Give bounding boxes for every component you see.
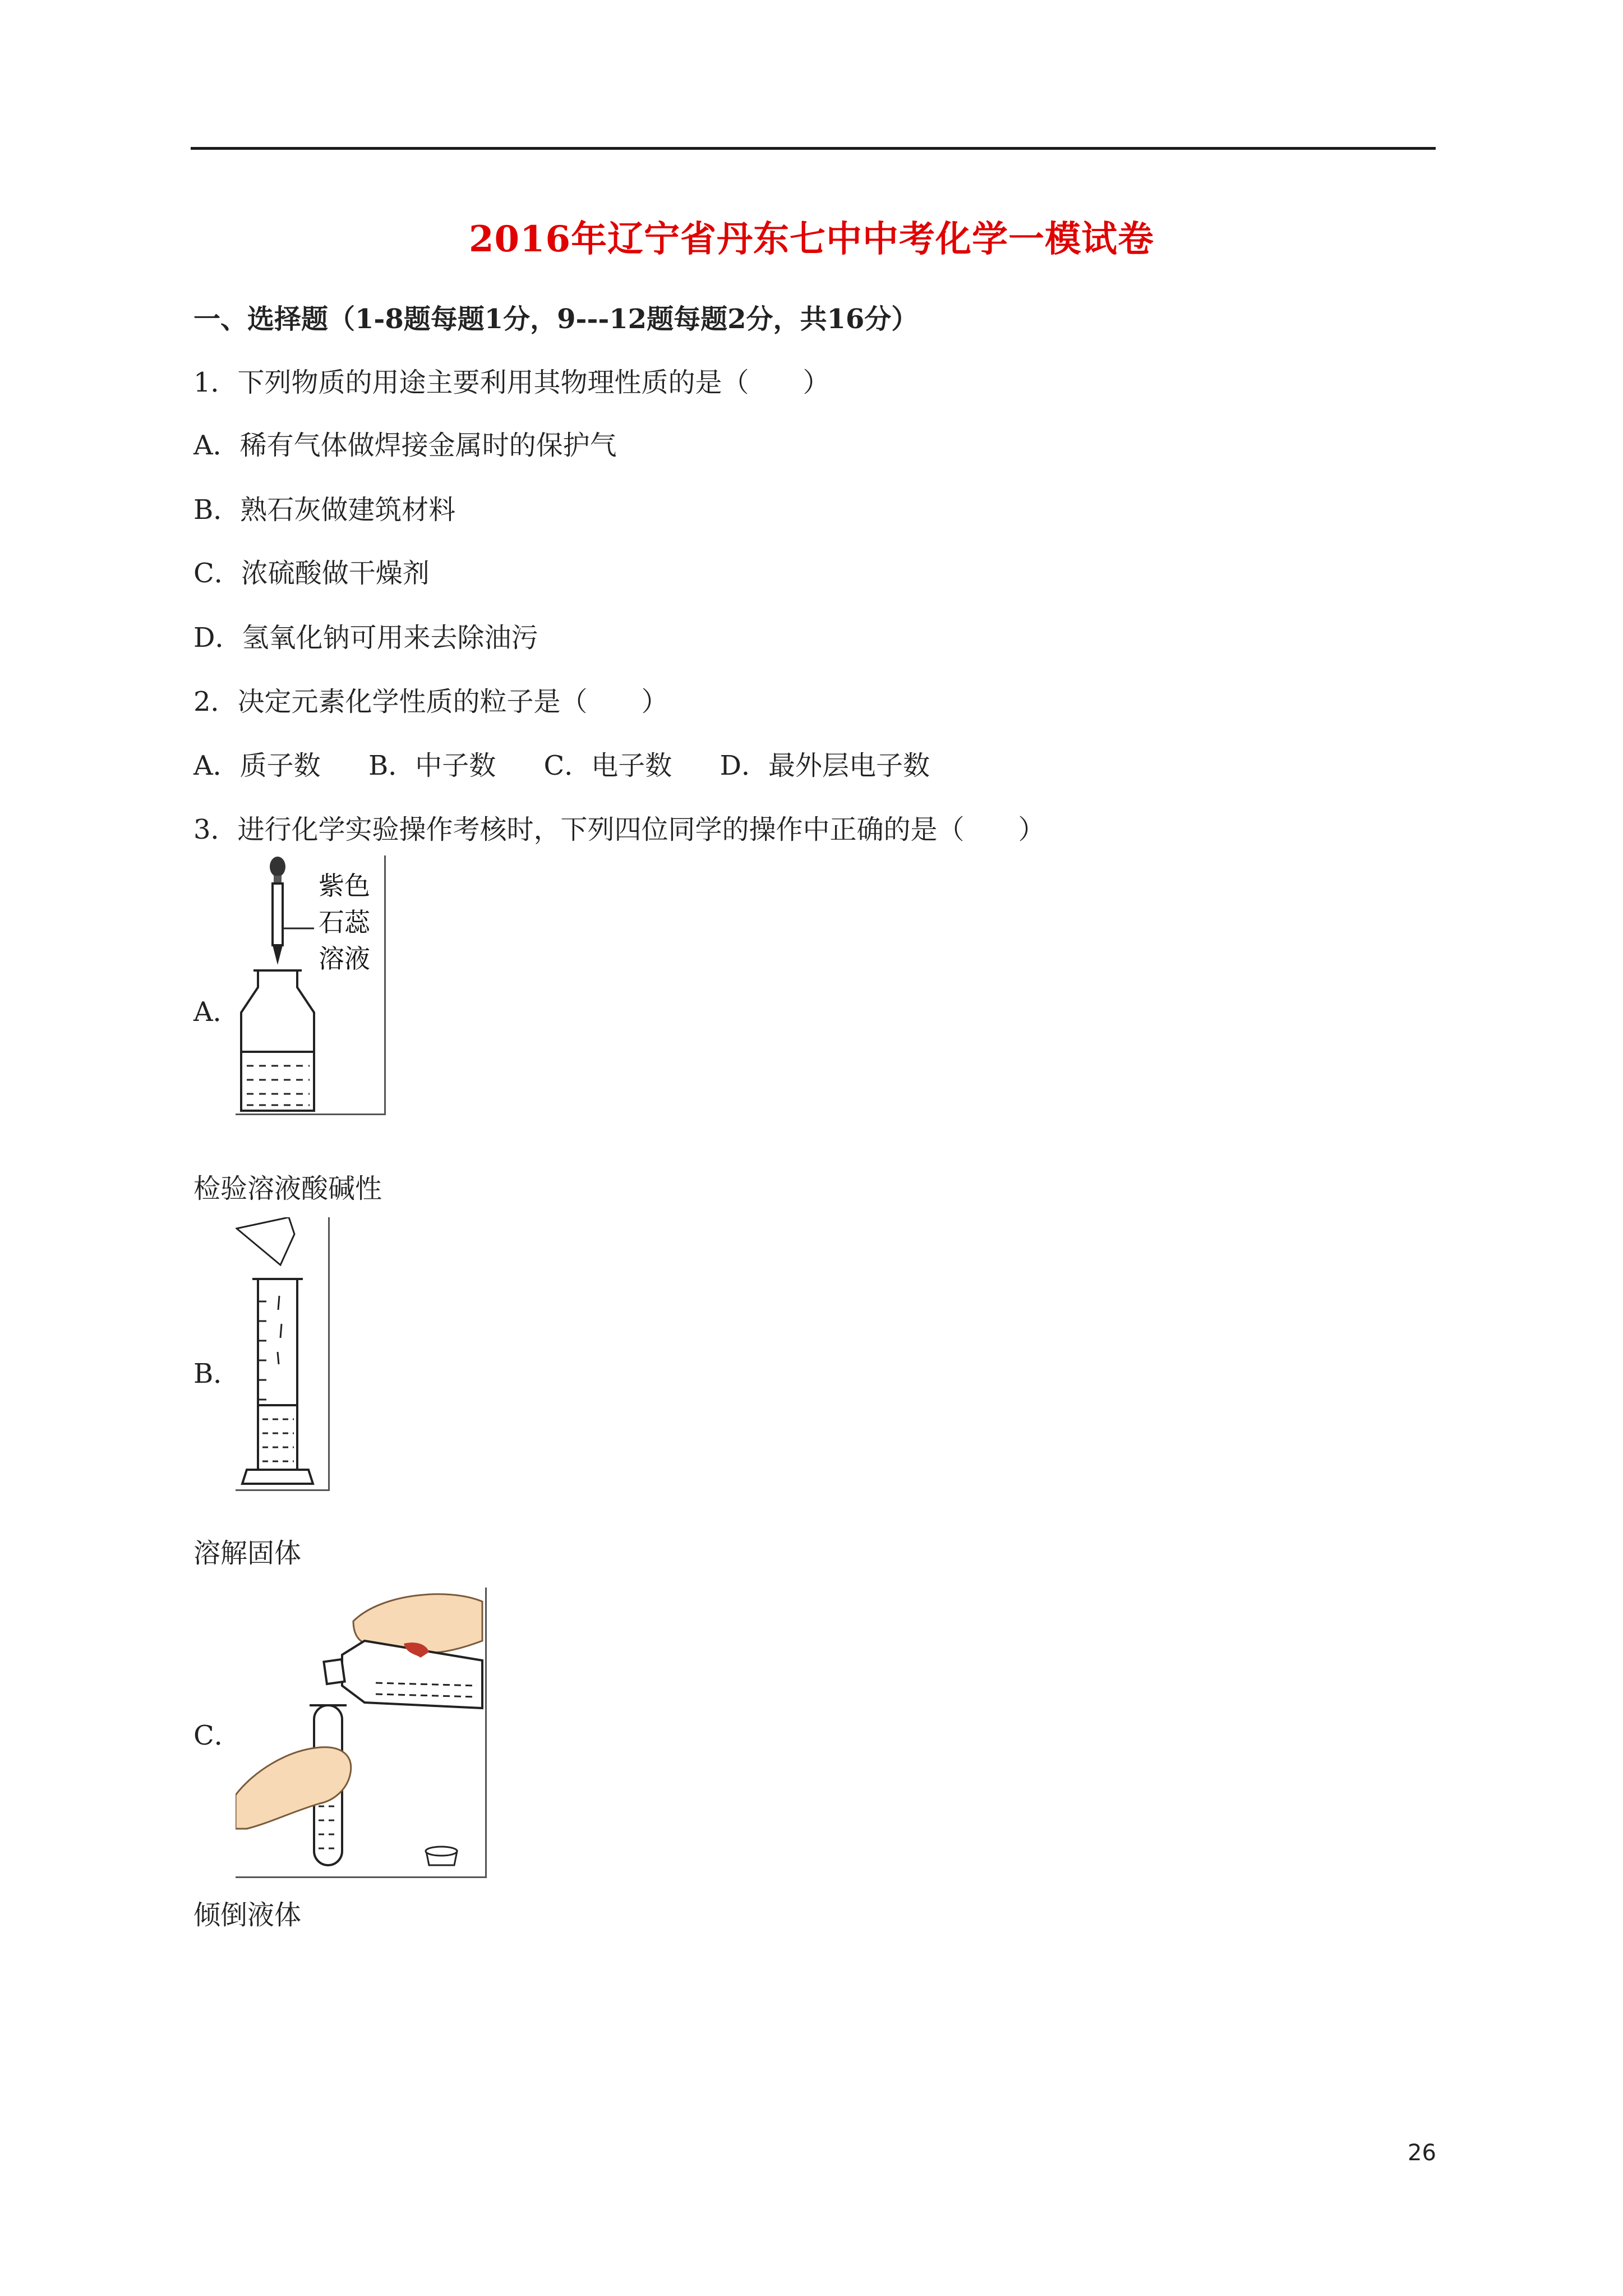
- fig-label-line2: 石蕊: [319, 907, 370, 937]
- pouring-figure: [236, 1588, 487, 1878]
- page-title: 2016年辽宁省丹东七中中考化学一模试卷: [468, 218, 1155, 260]
- dropper-bottle-illustration: [236, 855, 384, 1114]
- header-rule: [191, 147, 1436, 150]
- q1-option-b: B．熟石灰做建筑材料: [193, 494, 456, 526]
- fig-label-line1: 紫色: [319, 871, 370, 901]
- q1-option-d: D．氢氧化钠可用来去除油污: [193, 622, 538, 654]
- pouring-liquid-illustration: [236, 1588, 485, 1876]
- q2-option-d: D．最外层电子数: [720, 750, 930, 781]
- question-1-stem: 1．下列物质的用途主要利用其物理性质的是（ ）: [193, 367, 830, 398]
- q2-option-c: C．电子数: [543, 750, 672, 781]
- question-2-stem: 2．决定元素化学性质的粒子是（ ）: [193, 686, 668, 717]
- q1-option-c: C．浓硫酸做干燥剂: [193, 558, 430, 589]
- q3-option-b-caption: 溶解固体: [193, 1538, 302, 1569]
- cylinder-figure: [236, 1217, 330, 1491]
- q2-options: [193, 744, 969, 783]
- dropper-bottle-figure: [236, 855, 386, 1115]
- q2-option-b: B．中子数: [368, 750, 496, 781]
- fig-label-line3: 溶液: [319, 944, 370, 974]
- page-number: 26: [1408, 2140, 1436, 2166]
- measuring-cylinder-illustration: [236, 1217, 328, 1489]
- q3-option-b-letter: B．: [193, 1358, 241, 1389]
- q3-option-a-caption: 检验溶液酸碱性: [193, 1173, 382, 1204]
- q1-option-a: A．稀有气体做焊接金属时的保护气: [193, 430, 617, 461]
- section-heading: 一、选择题（1-8题每题1分，9---12题每题2分，共16分）: [193, 303, 919, 335]
- q3-option-c-caption: 倾倒液体: [193, 1899, 302, 1931]
- q3-option-c-letter: C．: [193, 1720, 241, 1751]
- question-3-stem: 3．进行化学实验操作考核时，下列四位同学的操作中正确的是（ ）: [193, 814, 1045, 845]
- q2-option-a: A．质子数: [193, 750, 321, 781]
- q3-option-a-letter: A．: [193, 996, 240, 1028]
